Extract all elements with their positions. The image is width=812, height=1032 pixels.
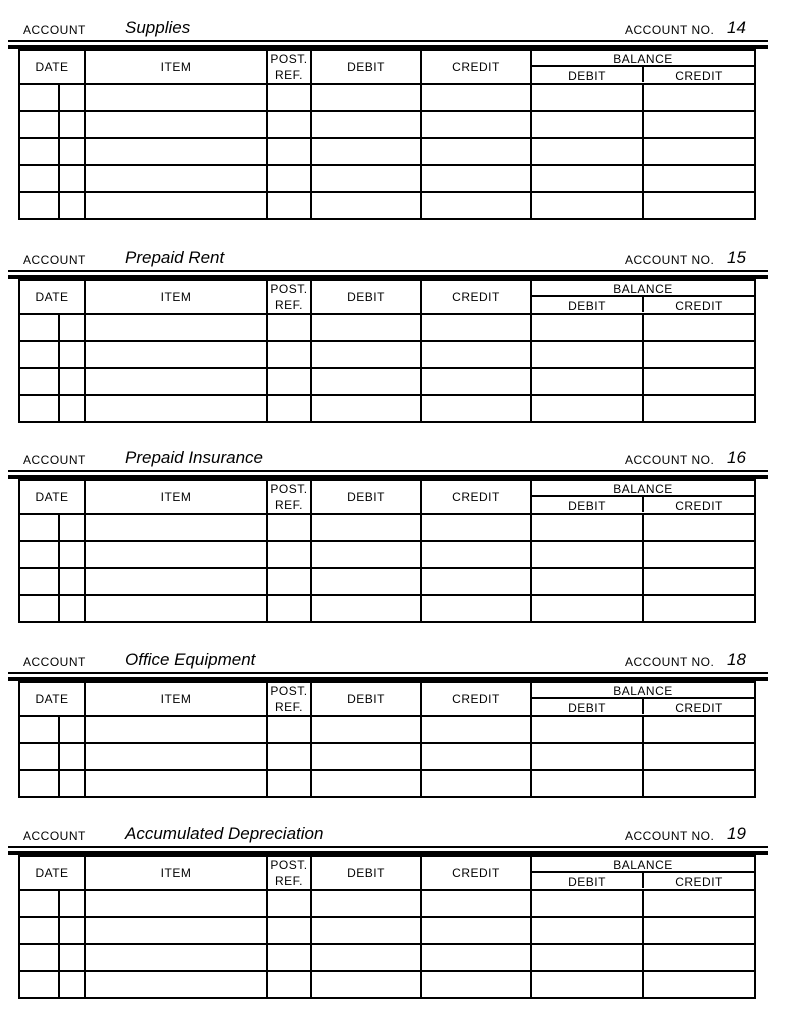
table-row — [19, 514, 755, 541]
item-cell[interactable] — [85, 890, 267, 917]
table-header-row — [19, 280, 755, 314]
date-day-cell[interactable] — [59, 568, 85, 595]
date-day-cell[interactable] — [59, 165, 85, 192]
item-cell[interactable] — [85, 314, 267, 341]
post-ref-cell[interactable] — [267, 944, 311, 971]
debit-cell[interactable] — [311, 165, 421, 192]
header-balance — [531, 50, 755, 84]
item-cell[interactable] — [85, 568, 267, 595]
header-debit: DEBIT — [311, 280, 421, 314]
table-row — [19, 192, 755, 219]
date-day-cell[interactable] — [59, 84, 85, 111]
date-month-cell[interactable] — [19, 716, 59, 743]
date-month-cell[interactable] — [19, 568, 59, 595]
debit-cell[interactable] — [311, 595, 421, 622]
balance-credit-cell[interactable] — [643, 917, 755, 944]
date-month-cell[interactable] — [19, 84, 59, 111]
table-row — [19, 395, 755, 422]
account-number-label: ACCOUNT NO. — [625, 453, 715, 467]
post-ref-line2: REF. — [274, 700, 303, 714]
debit-cell[interactable] — [311, 314, 421, 341]
balance-debit-cell[interactable] — [531, 395, 643, 422]
balance-debit-label: DEBIT — [532, 497, 644, 512]
balance-label: BALANCE — [532, 858, 754, 873]
header-balance — [531, 480, 755, 514]
balance-credit-cell[interactable] — [643, 368, 755, 395]
date-day-cell[interactable] — [59, 138, 85, 165]
credit-cell[interactable] — [421, 192, 531, 219]
item-cell[interactable] — [85, 192, 267, 219]
credit-cell[interactable] — [421, 743, 531, 770]
post-ref-cell[interactable] — [267, 743, 311, 770]
account-header — [8, 820, 768, 846]
table-row — [19, 541, 755, 568]
account-name: Prepaid Insurance — [125, 448, 263, 467]
balance-debit-cell[interactable] — [531, 341, 643, 368]
item-cell[interactable] — [85, 111, 267, 138]
debit-cell[interactable] — [311, 138, 421, 165]
credit-cell[interactable] — [421, 971, 531, 998]
item-cell[interactable] — [85, 944, 267, 971]
balance-credit-cell[interactable] — [643, 192, 755, 219]
date-day-cell[interactable] — [59, 341, 85, 368]
account-number-label: ACCOUNT NO. — [625, 655, 715, 669]
account-name: Prepaid Rent — [125, 248, 225, 267]
header-post-ref — [267, 280, 311, 314]
balance-credit-cell[interactable] — [643, 890, 755, 917]
table-row — [19, 944, 755, 971]
date-day-cell[interactable] — [59, 890, 85, 917]
balance-debit-label: DEBIT — [532, 873, 644, 888]
debit-cell[interactable] — [311, 395, 421, 422]
balance-credit-cell[interactable] — [643, 514, 755, 541]
header-credit: CREDIT — [421, 682, 531, 716]
post-ref-line2: REF. — [274, 298, 303, 312]
header-debit: DEBIT — [311, 856, 421, 890]
table-row — [19, 314, 755, 341]
header-balance — [531, 856, 755, 890]
post-ref-cell[interactable] — [267, 541, 311, 568]
balance-credit-cell[interactable] — [643, 716, 755, 743]
header-credit: CREDIT — [421, 856, 531, 890]
post-ref-cell[interactable] — [267, 84, 311, 111]
item-cell[interactable] — [85, 743, 267, 770]
balance-credit-cell[interactable] — [643, 595, 755, 622]
balance-debit-cell[interactable] — [531, 716, 643, 743]
ledger-account-18 — [8, 646, 768, 798]
header-post-ref — [267, 856, 311, 890]
date-day-cell[interactable] — [59, 595, 85, 622]
item-cell[interactable] — [85, 395, 267, 422]
balance-credit-cell[interactable] — [643, 743, 755, 770]
balance-debit-cell[interactable] — [531, 770, 643, 797]
balance-debit-cell[interactable] — [531, 890, 643, 917]
date-day-cell[interactable] — [59, 514, 85, 541]
credit-cell[interactable] — [421, 770, 531, 797]
table-row — [19, 743, 755, 770]
header-date: DATE — [19, 682, 85, 716]
header-date: DATE — [19, 50, 85, 84]
balance-debit-cell[interactable] — [531, 917, 643, 944]
date-month-cell[interactable] — [19, 971, 59, 998]
debit-cell[interactable] — [311, 368, 421, 395]
account-number: 16 — [727, 448, 746, 467]
item-cell[interactable] — [85, 541, 267, 568]
item-cell[interactable] — [85, 917, 267, 944]
credit-cell[interactable] — [421, 541, 531, 568]
account-name: Supplies — [125, 18, 191, 37]
post-ref-cell[interactable] — [267, 890, 311, 917]
credit-cell[interactable] — [421, 568, 531, 595]
debit-cell[interactable] — [311, 716, 421, 743]
debit-cell[interactable] — [311, 770, 421, 797]
account-header — [8, 444, 768, 470]
credit-cell[interactable] — [421, 917, 531, 944]
balance-debit-cell[interactable] — [531, 368, 643, 395]
header-post-ref — [267, 682, 311, 716]
balance-credit-cell[interactable] — [643, 541, 755, 568]
debit-cell[interactable] — [311, 971, 421, 998]
balance-credit-cell[interactable] — [643, 341, 755, 368]
date-month-cell[interactable] — [19, 165, 59, 192]
header-date: DATE — [19, 480, 85, 514]
header-credit: CREDIT — [421, 50, 531, 84]
balance-debit-cell[interactable] — [531, 138, 643, 165]
debit-cell[interactable] — [311, 514, 421, 541]
date-month-cell[interactable] — [19, 917, 59, 944]
debit-cell[interactable] — [311, 568, 421, 595]
credit-cell[interactable] — [421, 368, 531, 395]
post-ref-cell[interactable] — [267, 917, 311, 944]
balance-credit-label: CREDIT — [675, 69, 723, 83]
ledger-account-19 — [8, 820, 768, 999]
credit-cell[interactable] — [421, 165, 531, 192]
balance-credit-cell[interactable] — [643, 568, 755, 595]
date-day-cell[interactable] — [59, 770, 85, 797]
balance-label: BALANCE — [532, 52, 754, 67]
post-ref-line1: POST. — [270, 858, 308, 872]
date-day-cell[interactable] — [59, 314, 85, 341]
debit-cell[interactable] — [311, 541, 421, 568]
balance-credit-label: CREDIT — [675, 875, 723, 889]
table-row — [19, 111, 755, 138]
date-day-cell[interactable] — [59, 395, 85, 422]
balance-credit-cell[interactable] — [643, 138, 755, 165]
date-month-cell[interactable] — [19, 514, 59, 541]
account-label: ACCOUNT — [23, 23, 86, 37]
balance-debit-cell[interactable] — [531, 595, 643, 622]
balance-credit-cell[interactable] — [643, 314, 755, 341]
post-ref-cell[interactable] — [267, 770, 311, 797]
balance-credit-label: CREDIT — [675, 499, 723, 513]
header-credit: CREDIT — [421, 480, 531, 514]
balance-label: BALANCE — [532, 684, 754, 699]
balance-debit-cell[interactable] — [531, 971, 643, 998]
balance-debit-cell[interactable] — [531, 541, 643, 568]
account-number-label: ACCOUNT NO. — [625, 23, 715, 37]
table-header-row — [19, 50, 755, 84]
post-ref-cell[interactable] — [267, 595, 311, 622]
account-header — [8, 14, 768, 40]
table-row — [19, 568, 755, 595]
account-header — [8, 646, 768, 672]
account-number: 19 — [727, 824, 746, 843]
table-row — [19, 917, 755, 944]
credit-cell[interactable] — [421, 138, 531, 165]
debit-cell[interactable] — [311, 111, 421, 138]
post-ref-cell[interactable] — [267, 341, 311, 368]
date-month-cell[interactable] — [19, 111, 59, 138]
table-header-row — [19, 682, 755, 716]
post-ref-cell[interactable] — [267, 716, 311, 743]
date-day-cell[interactable] — [59, 541, 85, 568]
date-day-cell[interactable] — [59, 192, 85, 219]
date-month-cell[interactable] — [19, 595, 59, 622]
balance-label: BALANCE — [532, 482, 754, 497]
balance-debit-cell[interactable] — [531, 111, 643, 138]
post-ref-line2: REF. — [274, 498, 303, 512]
date-day-cell[interactable] — [59, 971, 85, 998]
item-cell[interactable] — [85, 716, 267, 743]
item-cell[interactable] — [85, 165, 267, 192]
balance-credit-cell[interactable] — [643, 770, 755, 797]
post-ref-cell[interactable] — [267, 568, 311, 595]
ledger-table — [18, 479, 756, 623]
balance-credit-cell[interactable] — [643, 395, 755, 422]
table-row — [19, 716, 755, 743]
account-name: Office Equipment — [125, 650, 256, 669]
header-post-ref — [267, 480, 311, 514]
table-row — [19, 84, 755, 111]
post-ref-line1: POST. — [270, 52, 308, 66]
post-ref-cell[interactable] — [267, 111, 311, 138]
item-cell[interactable] — [85, 770, 267, 797]
account-number-label: ACCOUNT NO. — [625, 829, 715, 843]
debit-cell[interactable] — [311, 192, 421, 219]
balance-debit-cell[interactable] — [531, 514, 643, 541]
balance-debit-cell[interactable] — [531, 314, 643, 341]
balance-debit-cell[interactable] — [531, 568, 643, 595]
item-cell[interactable] — [85, 368, 267, 395]
credit-cell[interactable] — [421, 944, 531, 971]
credit-cell[interactable] — [421, 890, 531, 917]
balance-debit-label: DEBIT — [532, 699, 644, 714]
account-number: 15 — [727, 248, 746, 267]
header-item: ITEM — [85, 50, 267, 84]
table-row — [19, 971, 755, 998]
account-label: ACCOUNT — [23, 829, 86, 843]
item-cell[interactable] — [85, 84, 267, 111]
debit-cell[interactable] — [311, 944, 421, 971]
credit-cell[interactable] — [421, 341, 531, 368]
header-item: ITEM — [85, 682, 267, 716]
credit-cell[interactable] — [421, 716, 531, 743]
balance-credit-label: CREDIT — [675, 299, 723, 313]
date-month-cell[interactable] — [19, 890, 59, 917]
balance-debit-cell[interactable] — [531, 743, 643, 770]
account-header — [8, 244, 768, 270]
post-ref-line2: REF. — [274, 874, 303, 888]
account-number: 14 — [727, 18, 746, 37]
balance-debit-label: DEBIT — [532, 67, 644, 82]
account-label: ACCOUNT — [23, 655, 86, 669]
date-month-cell[interactable] — [19, 944, 59, 971]
post-ref-cell[interactable] — [267, 514, 311, 541]
item-cell[interactable] — [85, 595, 267, 622]
date-day-cell[interactable] — [59, 743, 85, 770]
balance-label: BALANCE — [532, 282, 754, 297]
balance-credit-cell[interactable] — [643, 944, 755, 971]
debit-cell[interactable] — [311, 743, 421, 770]
date-month-cell[interactable] — [19, 341, 59, 368]
post-ref-line1: POST. — [270, 282, 308, 296]
header-debit: DEBIT — [311, 480, 421, 514]
ledger-table — [18, 279, 756, 423]
date-month-cell[interactable] — [19, 395, 59, 422]
post-ref-cell[interactable] — [267, 165, 311, 192]
date-day-cell[interactable] — [59, 716, 85, 743]
item-cell[interactable] — [85, 514, 267, 541]
header-debit: DEBIT — [311, 50, 421, 84]
date-month-cell[interactable] — [19, 314, 59, 341]
date-month-cell[interactable] — [19, 743, 59, 770]
post-ref-line1: POST. — [270, 684, 308, 698]
ledger-account-16 — [8, 444, 768, 623]
header-debit: DEBIT — [311, 682, 421, 716]
table-row — [19, 138, 755, 165]
account-number: 18 — [727, 650, 746, 669]
credit-cell[interactable] — [421, 314, 531, 341]
post-ref-cell[interactable] — [267, 138, 311, 165]
balance-credit-label: CREDIT — [675, 701, 723, 715]
post-ref-line2: REF. — [274, 68, 303, 82]
post-ref-cell[interactable] — [267, 314, 311, 341]
debit-cell[interactable] — [311, 890, 421, 917]
post-ref-cell[interactable] — [267, 368, 311, 395]
date-day-cell[interactable] — [59, 111, 85, 138]
header-item: ITEM — [85, 856, 267, 890]
date-day-cell[interactable] — [59, 917, 85, 944]
account-name: Accumulated Depreciation — [125, 824, 324, 843]
item-cell[interactable] — [85, 138, 267, 165]
table-row — [19, 368, 755, 395]
debit-cell[interactable] — [311, 917, 421, 944]
balance-debit-label: DEBIT — [532, 297, 644, 312]
ledger-table — [18, 49, 756, 220]
balance-credit-cell[interactable] — [643, 84, 755, 111]
credit-cell[interactable] — [421, 395, 531, 422]
ledger-table — [18, 681, 756, 798]
table-row — [19, 165, 755, 192]
balance-debit-cell[interactable] — [531, 165, 643, 192]
account-label: ACCOUNT — [23, 453, 86, 467]
header-item: ITEM — [85, 480, 267, 514]
credit-cell[interactable] — [421, 84, 531, 111]
post-ref-cell[interactable] — [267, 971, 311, 998]
post-ref-line1: POST. — [270, 482, 308, 496]
balance-credit-cell[interactable] — [643, 971, 755, 998]
post-ref-cell[interactable] — [267, 192, 311, 219]
balance-debit-cell[interactable] — [531, 944, 643, 971]
credit-cell[interactable] — [421, 514, 531, 541]
header-credit: CREDIT — [421, 280, 531, 314]
ledger-account-15 — [8, 244, 768, 423]
table-row — [19, 595, 755, 622]
credit-cell[interactable] — [421, 595, 531, 622]
date-month-cell[interactable] — [19, 770, 59, 797]
header-date: DATE — [19, 280, 85, 314]
account-number-label: ACCOUNT NO. — [625, 253, 715, 267]
date-month-cell[interactable] — [19, 192, 59, 219]
date-month-cell[interactable] — [19, 368, 59, 395]
balance-debit-cell[interactable] — [531, 192, 643, 219]
header-post-ref — [267, 50, 311, 84]
post-ref-cell[interactable] — [267, 395, 311, 422]
date-day-cell[interactable] — [59, 944, 85, 971]
date-day-cell[interactable] — [59, 368, 85, 395]
table-row — [19, 770, 755, 797]
table-header-row — [19, 480, 755, 514]
header-date: DATE — [19, 856, 85, 890]
date-month-cell[interactable] — [19, 541, 59, 568]
debit-cell[interactable] — [311, 341, 421, 368]
item-cell[interactable] — [85, 971, 267, 998]
table-row — [19, 341, 755, 368]
balance-credit-cell[interactable] — [643, 165, 755, 192]
ledger-account-14 — [8, 14, 768, 220]
ledger-table — [18, 855, 756, 999]
table-row — [19, 890, 755, 917]
debit-cell[interactable] — [311, 84, 421, 111]
balance-credit-cell[interactable] — [643, 111, 755, 138]
header-balance — [531, 280, 755, 314]
header-balance — [531, 682, 755, 716]
item-cell[interactable] — [85, 341, 267, 368]
account-label: ACCOUNT — [23, 253, 86, 267]
balance-debit-cell[interactable] — [531, 84, 643, 111]
header-item: ITEM — [85, 280, 267, 314]
credit-cell[interactable] — [421, 111, 531, 138]
date-month-cell[interactable] — [19, 138, 59, 165]
table-header-row — [19, 856, 755, 890]
